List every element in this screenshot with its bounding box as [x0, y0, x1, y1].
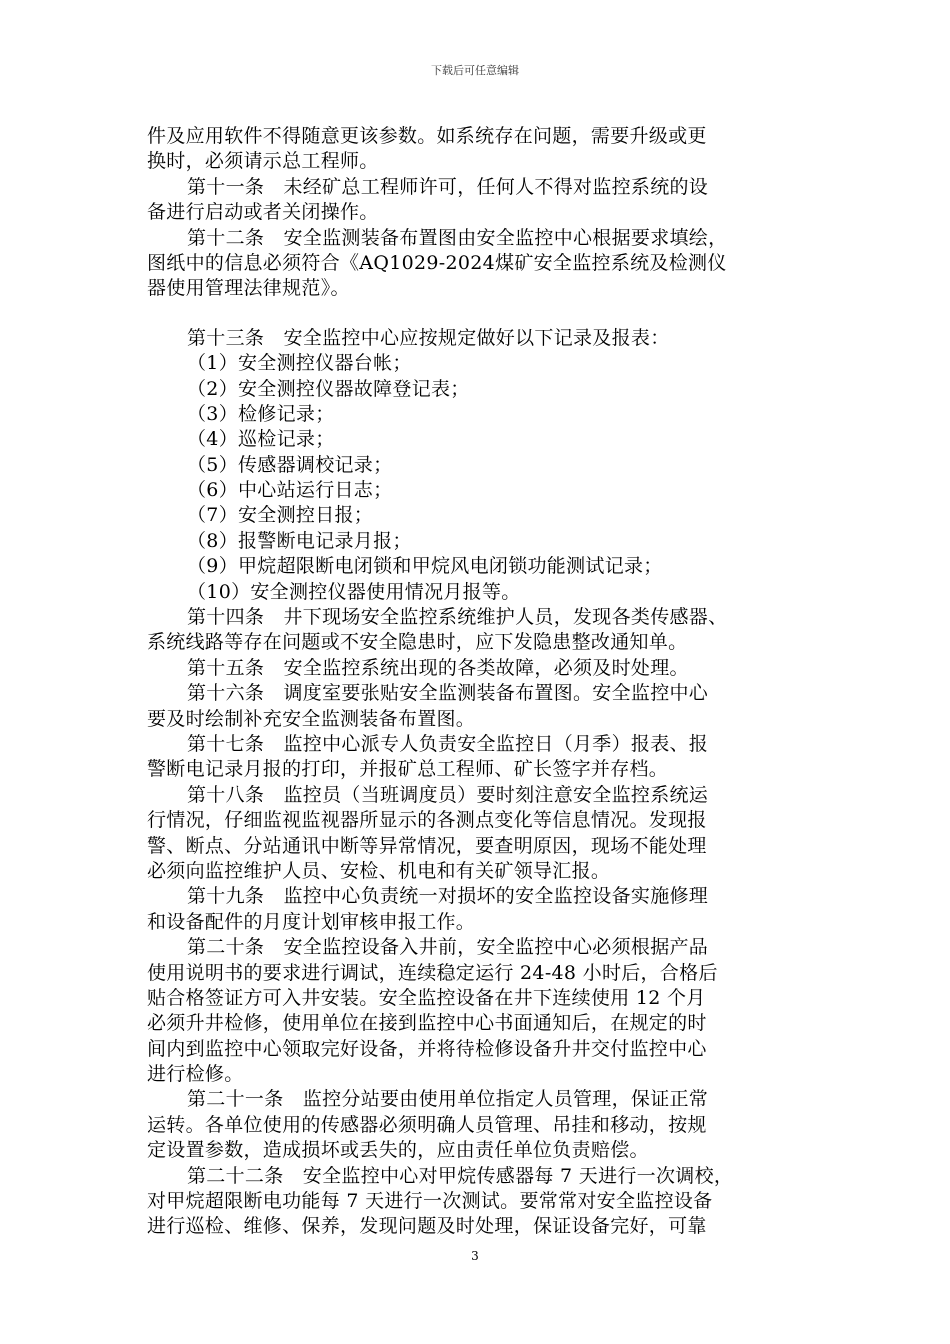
text-line: 第十八条 监控员（当班调度员）要时刻注意安全监控系统运 [187, 783, 709, 806]
text-line: 运转。各单位使用的传感器必须明确人员管理、吊挂和移动，按规 [147, 1113, 707, 1136]
text-line: 行情况，仔细监视监视器所显示的各测点变化等信息情况。发现报 [147, 809, 707, 832]
text-line: 第十三条 安全监控中心应按规定做好以下记录及报表： [187, 326, 670, 349]
text-line: 必须向监控维护人员、安检、机电和有关矿领导汇报。 [147, 859, 611, 882]
text-line: 定设置参数，造成损坏或丢失的，应由责任单位负责赔偿。 [147, 1139, 649, 1162]
text-line: 第二十二条 安全监控中心对甲烷传感器每 7 天进行一次调校， [187, 1164, 734, 1187]
text-line: 进行检修。 [147, 1063, 244, 1086]
page-number: 3 [471, 1249, 479, 1263]
text-line: 对甲烷超限断电功能每 7 天进行一次测试。要常常对安全监控设备 [147, 1190, 713, 1213]
text-line: （4）巡检记录； [187, 428, 335, 451]
text-line: （2）安全测控仪器故障登记表； [187, 377, 470, 400]
text-line: 第十七条 监控中心派专人负责安全监控日（月季）报表、报 [187, 732, 709, 755]
text-line: 系统线路等存在问题或不安全隐患时，应下发隐患整改通知单。 [147, 631, 688, 654]
text-line: 间内到监控中心领取完好设备，并将待检修设备升井交付监控中心 [147, 1037, 707, 1060]
text-line: 贴合格签证方可入井安装。安全监控设备在井下连续使用 12 个月 [147, 986, 706, 1009]
text-line: （7）安全测控日报； [187, 504, 374, 527]
text-line: 件及应用软件不得随意更该参数。如系统存在问题，需要升级或更 [147, 125, 707, 147]
text-line: 第十五条 安全监控系统出现的各类故障，必须及时处理。 [187, 656, 689, 679]
document-body [147, 124, 807, 1240]
text-line: （9）甲烷超限断电闭锁和甲烷风电闭锁功能测试记录； [187, 555, 663, 578]
text-line: （3）检修记录； [187, 402, 335, 425]
page-header: 下载后可任意编辑 [431, 64, 519, 77]
text-line: （5）传感器调校记录； [187, 453, 393, 476]
text-line: 第二十一条 监控分站要由使用单位指定人员管理，保证正常 [187, 1088, 709, 1111]
text-line: （10）安全测控仪器使用情况月报等。 [187, 580, 521, 603]
text-line: 第十二条 安全监测装备布置图由安全监控中心根据要求填绘， [187, 226, 728, 249]
text-line: （1）安全测控仪器台帐； [187, 352, 412, 375]
text-line: 备进行启动或者关闭操作。 [147, 201, 379, 224]
text-line: 和设备配件的月度计划审核申报工作。 [147, 910, 476, 933]
text-line: 使用说明书的要求进行调试，连续稳定运行 24-48 小时后，合格后 [147, 961, 718, 984]
text-line: 第十一条 未经矿总工程师许可，任何人不得对监控系统的设 [187, 175, 709, 198]
text-line: 第十九条 监控中心负责统一对损坏的安全监控设备实施修理 [187, 885, 709, 908]
text-line: 第二十条 安全监控设备入井前，安全监控中心必须根据产品 [187, 936, 709, 959]
text-line: 图纸中的信息必须符合《AQ1029-2024煤矿安全监控系统及检测仪 [147, 251, 727, 274]
text-line: 要及时绘制补充安全监测装备布置图。 [147, 707, 476, 730]
text-line: （6）中心站运行日志； [187, 479, 393, 502]
text-line: 必须升井检修，使用单位在接到监控中心书面通知后，在规定的时 [147, 1012, 707, 1035]
paragraph-block-1 [147, 124, 807, 302]
text-line: 第十四条 井下现场安全监控系统维护人员，发现各类传感器、 [187, 606, 728, 629]
text-line: 警、断点、分站通讯中断等异常情况，要查明原因，现场不能处理 [147, 834, 707, 857]
paragraph-gap [147, 302, 807, 326]
text-line: 器使用管理法律规范》。 [147, 277, 350, 300]
text-line: 换时，必须请示总工程师。 [147, 150, 379, 173]
text-line: 警断电记录月报的打印，并报矿总工程师、矿长签字并存档。 [147, 758, 669, 781]
text-line: （8）报警断电记录月报； [187, 529, 412, 552]
text-line: 进行巡检、维修、保养，发现问题及时处理，保证设备完好，可靠 [147, 1215, 707, 1238]
text-line: 第十六条 调度室要张贴安全监测装备布置图。安全监控中心 [187, 682, 709, 705]
paragraph-block-2 [147, 326, 807, 1240]
